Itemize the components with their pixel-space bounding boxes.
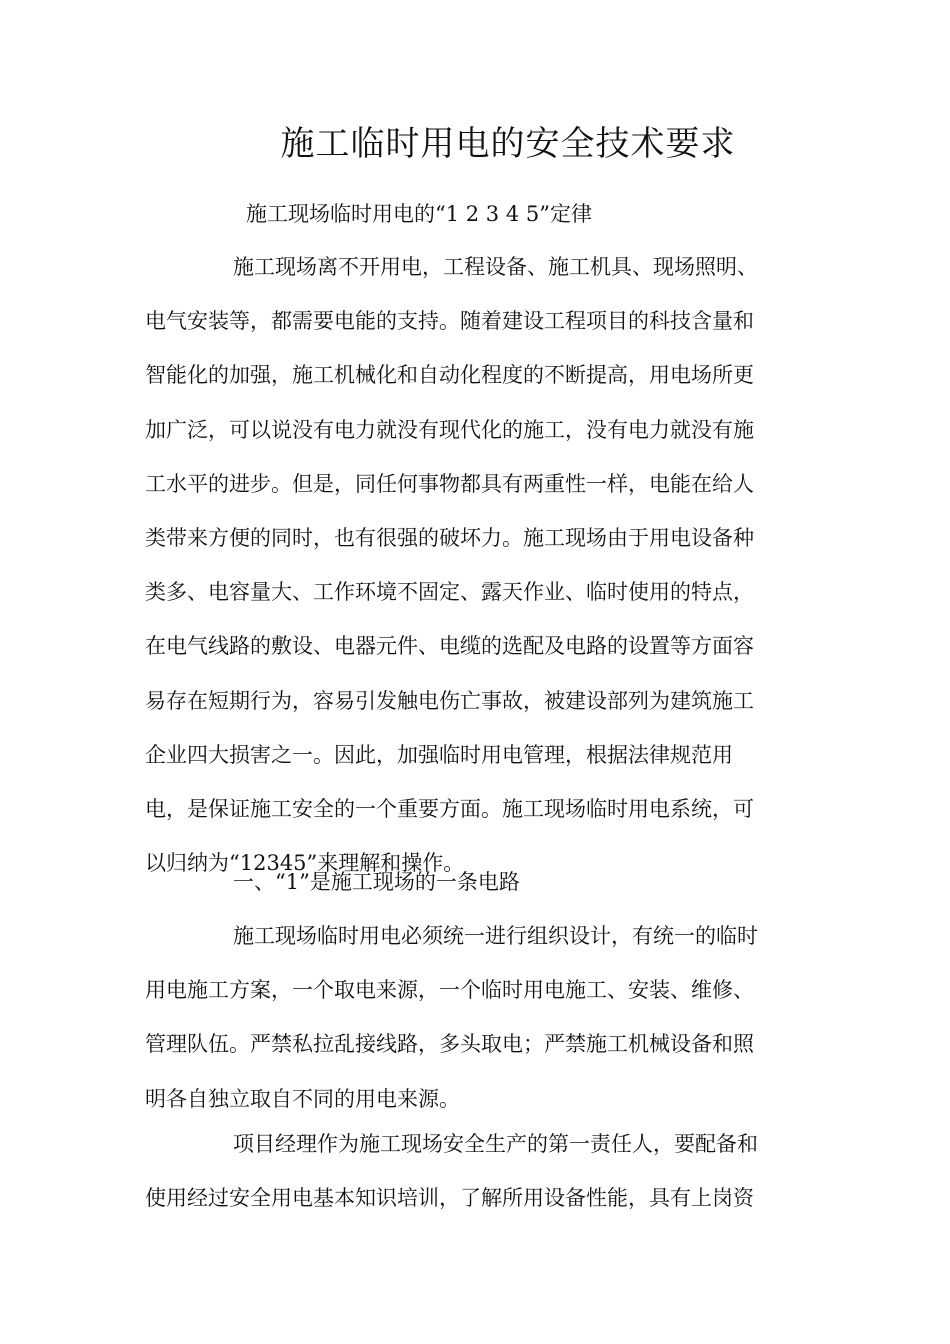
section-heading [145, 855, 795, 909]
document-subtitle: 施工现场临时用电的“1 2 3 4 5”定律 [246, 202, 592, 226]
paragraph-manager [145, 1117, 795, 1225]
text-line: 在电气线路的敷设、电器元件、电缆的选配及电路的设置等方面容 [145, 634, 754, 659]
section-heading-text: 一、“1”是施工现场的一条电路 [233, 870, 520, 894]
text-line: 施工现场临时用电必须统一进行组织设计，有统一的临时 [233, 924, 758, 948]
text-line: 用电施工方案，一个取电来源，一个临时用电施工、安装、维修、 [145, 978, 754, 1003]
text-line: 电气安装等，都需要电能的支持。随着建设工程项目的科技含量和 [145, 309, 754, 334]
text-line: 企业四大损害之一。因此，加强临时用电管理，根据法律规范用 [145, 742, 733, 767]
text-line: 明各自独立取自不同的用电来源。 [145, 1086, 460, 1111]
document-title: 施工临时用电的安全技术要求 [280, 124, 736, 164]
text-line: 工水平的进步。但是，同任何事物都具有两重性一样，电能在给人 [145, 471, 754, 496]
text-line: 加广泛，可以说没有电力就没有现代化的施工，没有电力就没有施 [145, 417, 754, 442]
text-line: 使用经过安全用电基本知识培训，了解所用设备性能，具有上岗资 [145, 1186, 754, 1211]
text-line: 电，是保证施工安全的一个重要方面。施工现场临时用电系统，可 [145, 796, 754, 821]
text-line: 智能化的加强，施工机械化和自动化程度的不断提高，用电场所更 [145, 363, 754, 388]
text-line: 项目经理作为施工现场安全生产的第一责任人，要配备和 [233, 1132, 758, 1156]
text-line: 施工现场离不开用电，工程设备、施工机具、现场照明、 [233, 255, 758, 279]
text-line: 管理队伍。严禁私拉乱接线路，多头取电；严禁施工机械设备和照 [145, 1032, 754, 1057]
paragraph-section1 [145, 909, 795, 1126]
text-line: 类多、电容量大、工作环境不固定、露天作业、临时使用的特点， [145, 580, 754, 605]
paragraph-intro [145, 240, 795, 890]
text-line: 易存在短期行为，容易引发触电伤亡事故，被建设部列为建筑施工 [145, 688, 754, 713]
text-line: 以归纳为“12345”来理解和操作。 [145, 851, 465, 876]
text-line: 类带来方便的同时，也有很强的破坏力。施工现场由于用电设备种 [145, 525, 754, 550]
